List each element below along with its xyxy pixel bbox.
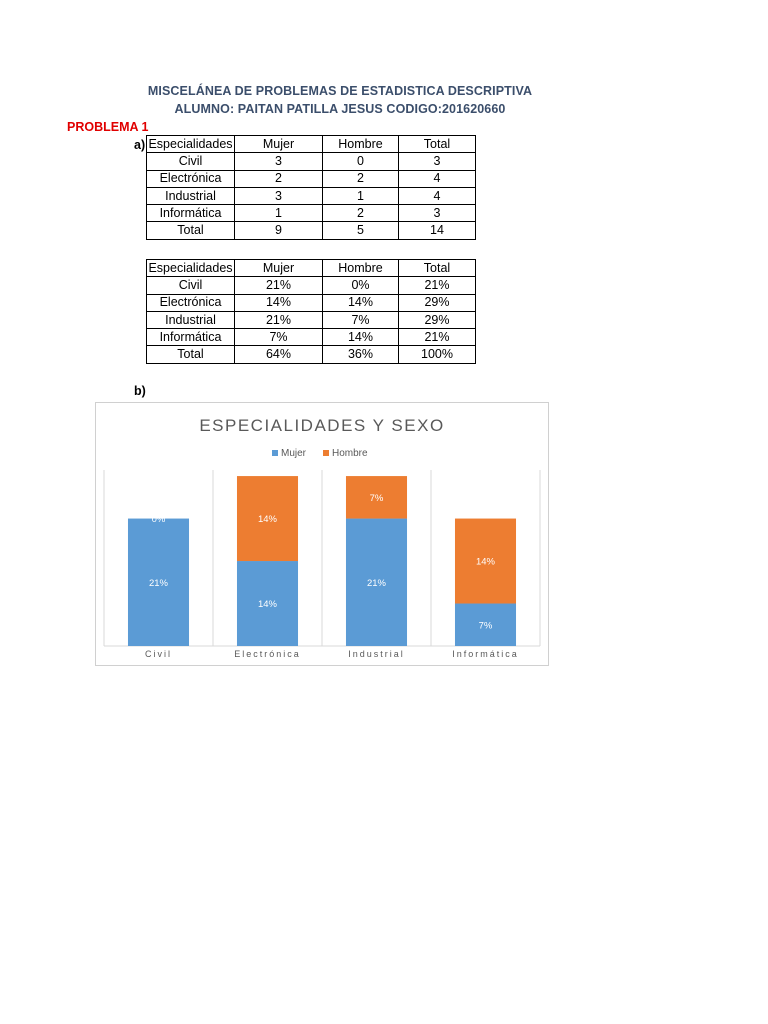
table-cell: 4: [399, 187, 476, 204]
table-row: [147, 277, 476, 294]
table-cell: Industrial: [147, 187, 235, 204]
data-label-mujer-0: 21%: [148, 577, 169, 589]
category-label-0: Civil: [145, 649, 172, 659]
header-cell: Total: [399, 260, 476, 277]
table-cell: 100%: [399, 346, 476, 363]
header-cell: Especialidades: [147, 260, 235, 277]
table-cell: Civil: [147, 277, 235, 294]
table-cell: 21%: [235, 277, 323, 294]
header-cell: Hombre: [323, 136, 399, 153]
table-total-row: [147, 222, 476, 239]
table-cell: 2: [323, 205, 399, 222]
problem-label: PROBLEMA 1: [67, 120, 149, 134]
table-cell: 14%: [323, 294, 399, 311]
table-cell: 36%: [323, 346, 399, 363]
chart-canvas: [96, 403, 548, 665]
table-row: [147, 294, 476, 311]
header-cell: Especialidades: [147, 136, 235, 153]
table-cell: 4: [399, 170, 476, 187]
table-cell: 9: [235, 222, 323, 239]
chart-title: ESPECIALIDADES Y SEXO: [199, 416, 445, 435]
table-row: [147, 187, 476, 204]
data-label-hombre-2: 7%: [369, 492, 384, 504]
table-cell: 5: [323, 222, 399, 239]
data-label-hombre-0: 0%: [151, 514, 166, 526]
data-label-hombre-1: 14%: [257, 514, 278, 526]
data-label-mujer-2: 21%: [366, 577, 387, 589]
table-cell: 7%: [235, 329, 323, 346]
table-cell: 0%: [323, 277, 399, 294]
category-label-2: Industrial: [348, 649, 405, 659]
table-row: [147, 329, 476, 346]
table-cell: 21%: [399, 277, 476, 294]
data-label-mujer-3: 7%: [478, 620, 493, 632]
header-cell: Mujer: [235, 136, 323, 153]
legend-label-mujer: Mujer: [281, 448, 307, 459]
category-label-1: Electrónica: [234, 649, 301, 659]
table-header-row: [147, 136, 476, 153]
table-row: [147, 311, 476, 328]
student-info: ALUMNO: PAITAN PATILLA JESUS CODIGO:201620660: [174, 102, 506, 116]
table-cell: 29%: [399, 311, 476, 328]
table-cell: 1: [235, 205, 323, 222]
part-b-label: b): [134, 384, 146, 398]
table-row: [147, 170, 476, 187]
percent-table: [146, 259, 476, 364]
data-label-hombre-3: 14%: [475, 556, 496, 568]
table-cell: 21%: [235, 311, 323, 328]
table-total-row: [147, 346, 476, 363]
table-cell: 14%: [323, 329, 399, 346]
table-cell: 2: [235, 170, 323, 187]
table-header-row: [147, 260, 476, 277]
table-cell: Total: [147, 346, 235, 363]
table-cell: 64%: [235, 346, 323, 363]
data-label-mujer-1: 14%: [257, 599, 278, 611]
legend-label-hombre: Hombre: [332, 448, 368, 459]
table-cell: Informática: [147, 329, 235, 346]
table-cell: Electrónica: [147, 294, 235, 311]
header-cell: Mujer: [235, 260, 323, 277]
table-cell: 14%: [235, 294, 323, 311]
counts-table: [146, 135, 476, 240]
table-cell: Informática: [147, 205, 235, 222]
table-cell: 3: [235, 153, 323, 170]
table-cell: 3: [235, 187, 323, 204]
part-a-label: a): [134, 138, 146, 152]
table-cell: 1: [323, 187, 399, 204]
table-cell: 2: [323, 170, 399, 187]
table-cell: Total: [147, 222, 235, 239]
table-row: [147, 153, 476, 170]
table-cell: 7%: [323, 311, 399, 328]
table-cell: 0: [323, 153, 399, 170]
legend-swatch-mujer: [272, 450, 278, 456]
table-cell: 29%: [399, 294, 476, 311]
table-cell: Civil: [147, 153, 235, 170]
table-cell: 21%: [399, 329, 476, 346]
table-cell: 3: [399, 205, 476, 222]
category-label-3: Informática: [452, 649, 519, 659]
table-cell: Electrónica: [147, 170, 235, 187]
table-row: [147, 205, 476, 222]
document-title: MISCELÁNEA DE PROBLEMAS DE ESTADISTICA DESCRIPTIVA: [147, 84, 533, 98]
legend-swatch-hombre: [323, 450, 329, 456]
header-cell: Hombre: [323, 260, 399, 277]
table-cell: 3: [399, 153, 476, 170]
table-cell: Industrial: [147, 311, 235, 328]
table-cell: 14: [399, 222, 476, 239]
header-cell: Total: [399, 136, 476, 153]
stacked-bar-chart: [95, 402, 549, 666]
